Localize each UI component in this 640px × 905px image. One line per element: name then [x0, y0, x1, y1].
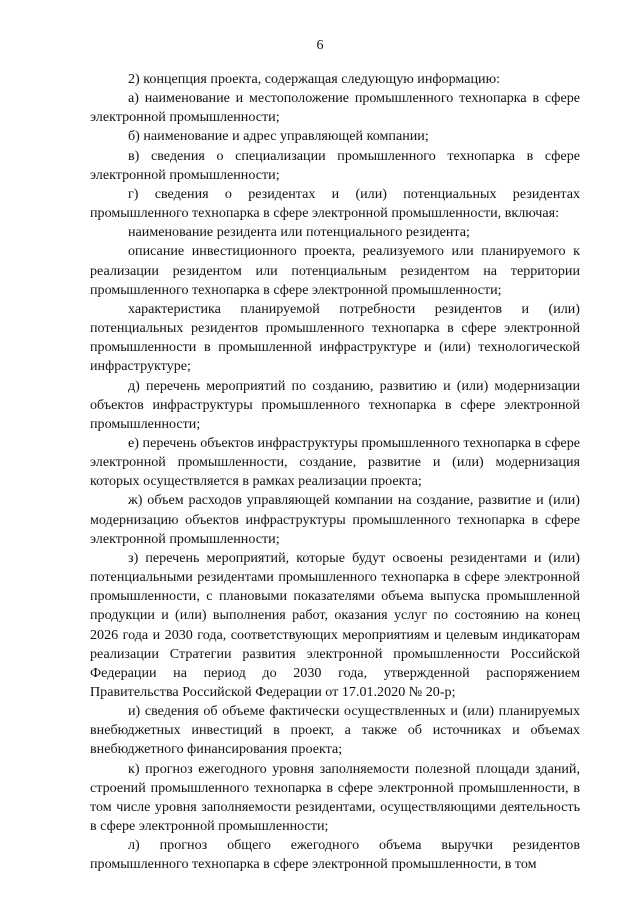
paragraph-item-zh: ж) объем расходов управляющей компании на создание, развитие и (или) модернизацию объектов инфраструктуры промышленного технопарка в сфере электронной промышленности; — [90, 492, 580, 547]
page-number: 6 — [316, 38, 324, 53]
paragraph-investment-description: описание инвестиционного проекта, реализуемого или планируемого к реализации резидентом или потенциальным резидентом на территории промышленного технопарка в сфере электронной промышленности; — [90, 243, 580, 298]
paragraph-item-l: л) прогноз общего ежегодного объема выручки резидентов промышленного технопарка в сфере электронной промышленности, в том — [90, 837, 580, 873]
paragraph-item-v: в) сведения о специализации промышленного технопарка в сфере электронной промышленности; — [90, 147, 580, 183]
paragraph-item-d: д) перечень мероприятий по созданию, развитию и (или) модернизации объектов инфраструктуры промышленного технопарка в сфере электронной промышленности; — [90, 377, 580, 432]
paragraph-item-z: з) перечень мероприятий, которые будут освоены резидентами и (или) потенциальными резидентами промышленного технопарка в сфере электронной промышленности, с плановыми показателями объема выпуска промышленной продукции и (или) выполнения работ, оказания услуг по состоянию на конец 2026 года и 2030 года, соответствующих мероприятиям и целевым индикаторам реализации Стратегии развития электронной промышленности Российской Федерации на период до 2030 года, утвержденной распоряжением Правительства Российской Федерации от 17.01.2020 № 20-р; — [90, 549, 580, 700]
paragraph-item-e: е) перечень объектов инфраструктуры промышленного технопарка в сфере электронной промышленности, создание, развитие и (или) модернизация которых осуществляется в рамках реализации проекта; — [90, 434, 580, 490]
document-body — [90, 70, 580, 875]
paragraph-resident-name: наименование резидента или потенциального резидента; — [128, 224, 470, 241]
paragraph-item-i: и) сведения об объеме фактически осуществленных и (или) планируемых внебюджетных инвестиций в проект, а также об источниках и объемах внебюджетного финансирования проекта; — [90, 703, 580, 758]
paragraph-concept: 2) концепция проекта, содержащая следующую информацию: — [128, 71, 501, 87]
paragraph-item-g: г) сведения о резидентах и (или) потенциальных резидентах промышленного технопарка в сфере электронной промышленности, включая: — [90, 185, 580, 222]
paragraph-infrastructure-needs: характеристика планируемой потребности резидентов и (или) потенциальных резидентов промышленного технопарка в сфере электронной промышленности в промышленной инфраструктуре и (или) технологической инфраструктуре; — [90, 300, 580, 375]
paragraph-item-b: б) наименование и адрес управляющей компании; — [128, 128, 429, 145]
paragraph-item-k: к) прогноз ежегодного уровня заполняемости полезной площади зданий, строений промышленного технопарка в сфере электронной промышленности, в том числе уровня заполняемости резидентами, осуществляющими деятельность в сфере электронной промышленности; — [90, 760, 580, 835]
paragraph-item-a: а) наименование и местоположение промышленного технопарка в сфере электронной промышленности; — [90, 90, 580, 126]
